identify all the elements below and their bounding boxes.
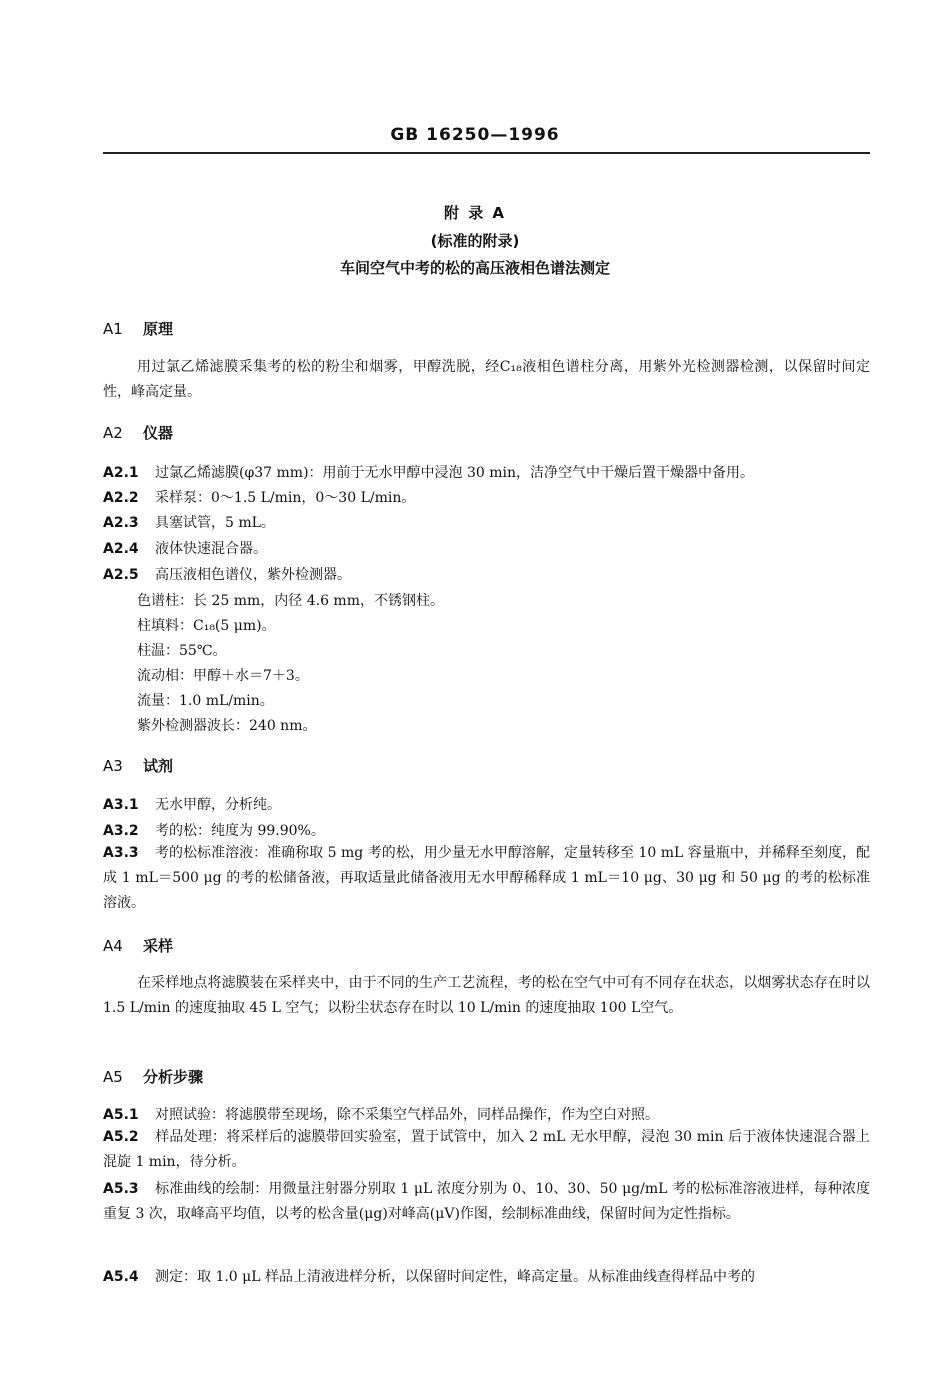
clause-number: A5.2: [103, 1129, 139, 1145]
section-a1-text: 用过氯乙烯滤膜采集考的松的粉尘和烟雾，甲醇洗脱，经C₁₈液相色谱柱分离，用紫外光检测器检测，以保留时间定性，峰高定量。: [103, 359, 870, 400]
clause-number: A5.1: [103, 1107, 139, 1123]
instrument-spec: 流量：1.0 mL/min。: [137, 693, 274, 709]
instrument-spec: 柱填料：C₁₈(5 μm)。: [137, 618, 276, 634]
clause-text: 无水甲醇，分析纯。: [155, 797, 281, 813]
clause-text: 液体快速混合器。: [155, 541, 267, 557]
appendix-type: (标准的附录): [430, 232, 520, 250]
clause-number: A3.2: [103, 823, 139, 839]
instrument-spec: 紫外检测器波长：240 nm。: [137, 718, 317, 734]
section-number: A3: [103, 757, 123, 775]
section-heading-a2: [103, 422, 173, 443]
clause-text: 考的松标准溶液：准确称取 5 mg 考的松，用少量无水甲醇溶解，定量转移至 10 mL 容量瓶中，并稀释至刻度，配成 1 mL＝500 μg 的考的松储备液，再取适量此储备液用无水甲醇稀释成 1 mL＝10 μg、30 μg 和 50 μg 的考的松标准溶液。: [103, 845, 870, 911]
clause-text: 采样泵：0～1.5 L/min，0～30 L/min。: [155, 490, 416, 506]
clause-text: 测定：取 1.0 μL 样品上清液进样分析，以保留时间定性，峰高定量。从标准曲线查得样品中考的: [155, 1269, 756, 1285]
clause-a5-1: [103, 1104, 659, 1124]
section-title: 分析步骤: [143, 1068, 204, 1086]
clause-text: 标准曲线的绘制：用微量注射器分别取 1 μL 浓度分别为 0、10、30、50 μg/mL 考的松标准溶液进样，每种浓度重复 3 次，取峰高平均值，以考的松含量(μg)对峰高(μV)作图，绘制标准曲线，保留时间为定性指标。: [103, 1181, 870, 1222]
section-number: A1: [103, 320, 123, 338]
clause-text: 具塞试管，5 mL。: [155, 515, 275, 531]
clause-number: A2.3: [103, 515, 139, 531]
section-number: A2: [103, 424, 123, 442]
section-title: 试剂: [143, 757, 174, 775]
standard-code: GB 16250—1996: [390, 125, 560, 145]
clause-text: 高压液相色谱仪，紫外检测器。: [155, 567, 351, 583]
clause-number: A2.4: [103, 541, 139, 557]
clause-a3-3: [103, 841, 870, 916]
clause-a2-5: [103, 564, 351, 584]
clause-number: A5.3: [103, 1181, 139, 1197]
clause-a2-2: [103, 487, 415, 507]
header-rule: [103, 152, 870, 154]
clause-a2-4: [103, 538, 267, 558]
clause-a5-3: [103, 1177, 870, 1227]
appendix-title: 车间空气中考的松的高压液相色谱法测定: [339, 259, 610, 277]
clause-a5-4: [103, 1266, 755, 1286]
instrument-spec: 色谱柱：长 25 mm，内径 4.6 mm，不锈钢柱。: [137, 593, 444, 609]
instrument-spec: 柱温：55℃。: [137, 643, 227, 659]
section-heading-a5: [103, 1066, 203, 1087]
clause-number: A3.1: [103, 797, 139, 813]
section-heading-a3: [103, 755, 173, 776]
section-number: A5: [103, 1068, 123, 1086]
clause-text: 过氯乙烯滤膜(φ37 mm)：用前于无水甲醇中浸泡 30 min，洁净空气中干燥后置干燥器中备用。: [155, 465, 755, 481]
instrument-spec: 流动相：甲醇＋水＝7＋3。: [137, 668, 309, 684]
clause-number: A2.1: [103, 465, 139, 481]
section-a4-text: 在采样地点将滤膜装在采样夹中，由于不同的生产工艺流程，考的松在空气中可有不同存在状态，以烟雾状态存在时以 1.5 L/min 的速度抽取 45 L 空气；以粉尘状态存在时以 10 L/min 的速度抽取 100 L空气。: [103, 975, 870, 1016]
clause-a3-1: [103, 794, 281, 814]
section-title: 仪器: [143, 424, 174, 442]
clause-number: A2.5: [103, 567, 139, 583]
clause-text: 样品处理：将采样后的滤膜带回实验室，置于试管中，加入 2 mL 无水甲醇，浸泡 30 min 后于液体快速混合器上混旋 1 min，待分析。: [103, 1129, 870, 1170]
clause-a5-2: [103, 1125, 870, 1175]
clause-number: A3.3: [103, 845, 139, 861]
section-title: 采样: [143, 937, 174, 955]
clause-text: 考的松：纯度为 99.90%。: [155, 823, 325, 839]
clause-text: 对照试验：将滤膜带至现场，除不采集空气样品外，同样品操作，作为空白对照。: [155, 1107, 659, 1123]
section-number: A4: [103, 937, 123, 955]
appendix-label: 附 录 A: [443, 204, 507, 222]
section-heading-a1: [103, 318, 173, 339]
clause-a3-2: [103, 820, 325, 840]
section-title: 原理: [143, 320, 174, 338]
clause-a2-3: [103, 512, 275, 532]
clause-number: A2.2: [103, 490, 139, 506]
clause-number: A5.4: [103, 1269, 139, 1285]
section-heading-a4: [103, 935, 173, 956]
clause-a2-1: [103, 462, 754, 482]
